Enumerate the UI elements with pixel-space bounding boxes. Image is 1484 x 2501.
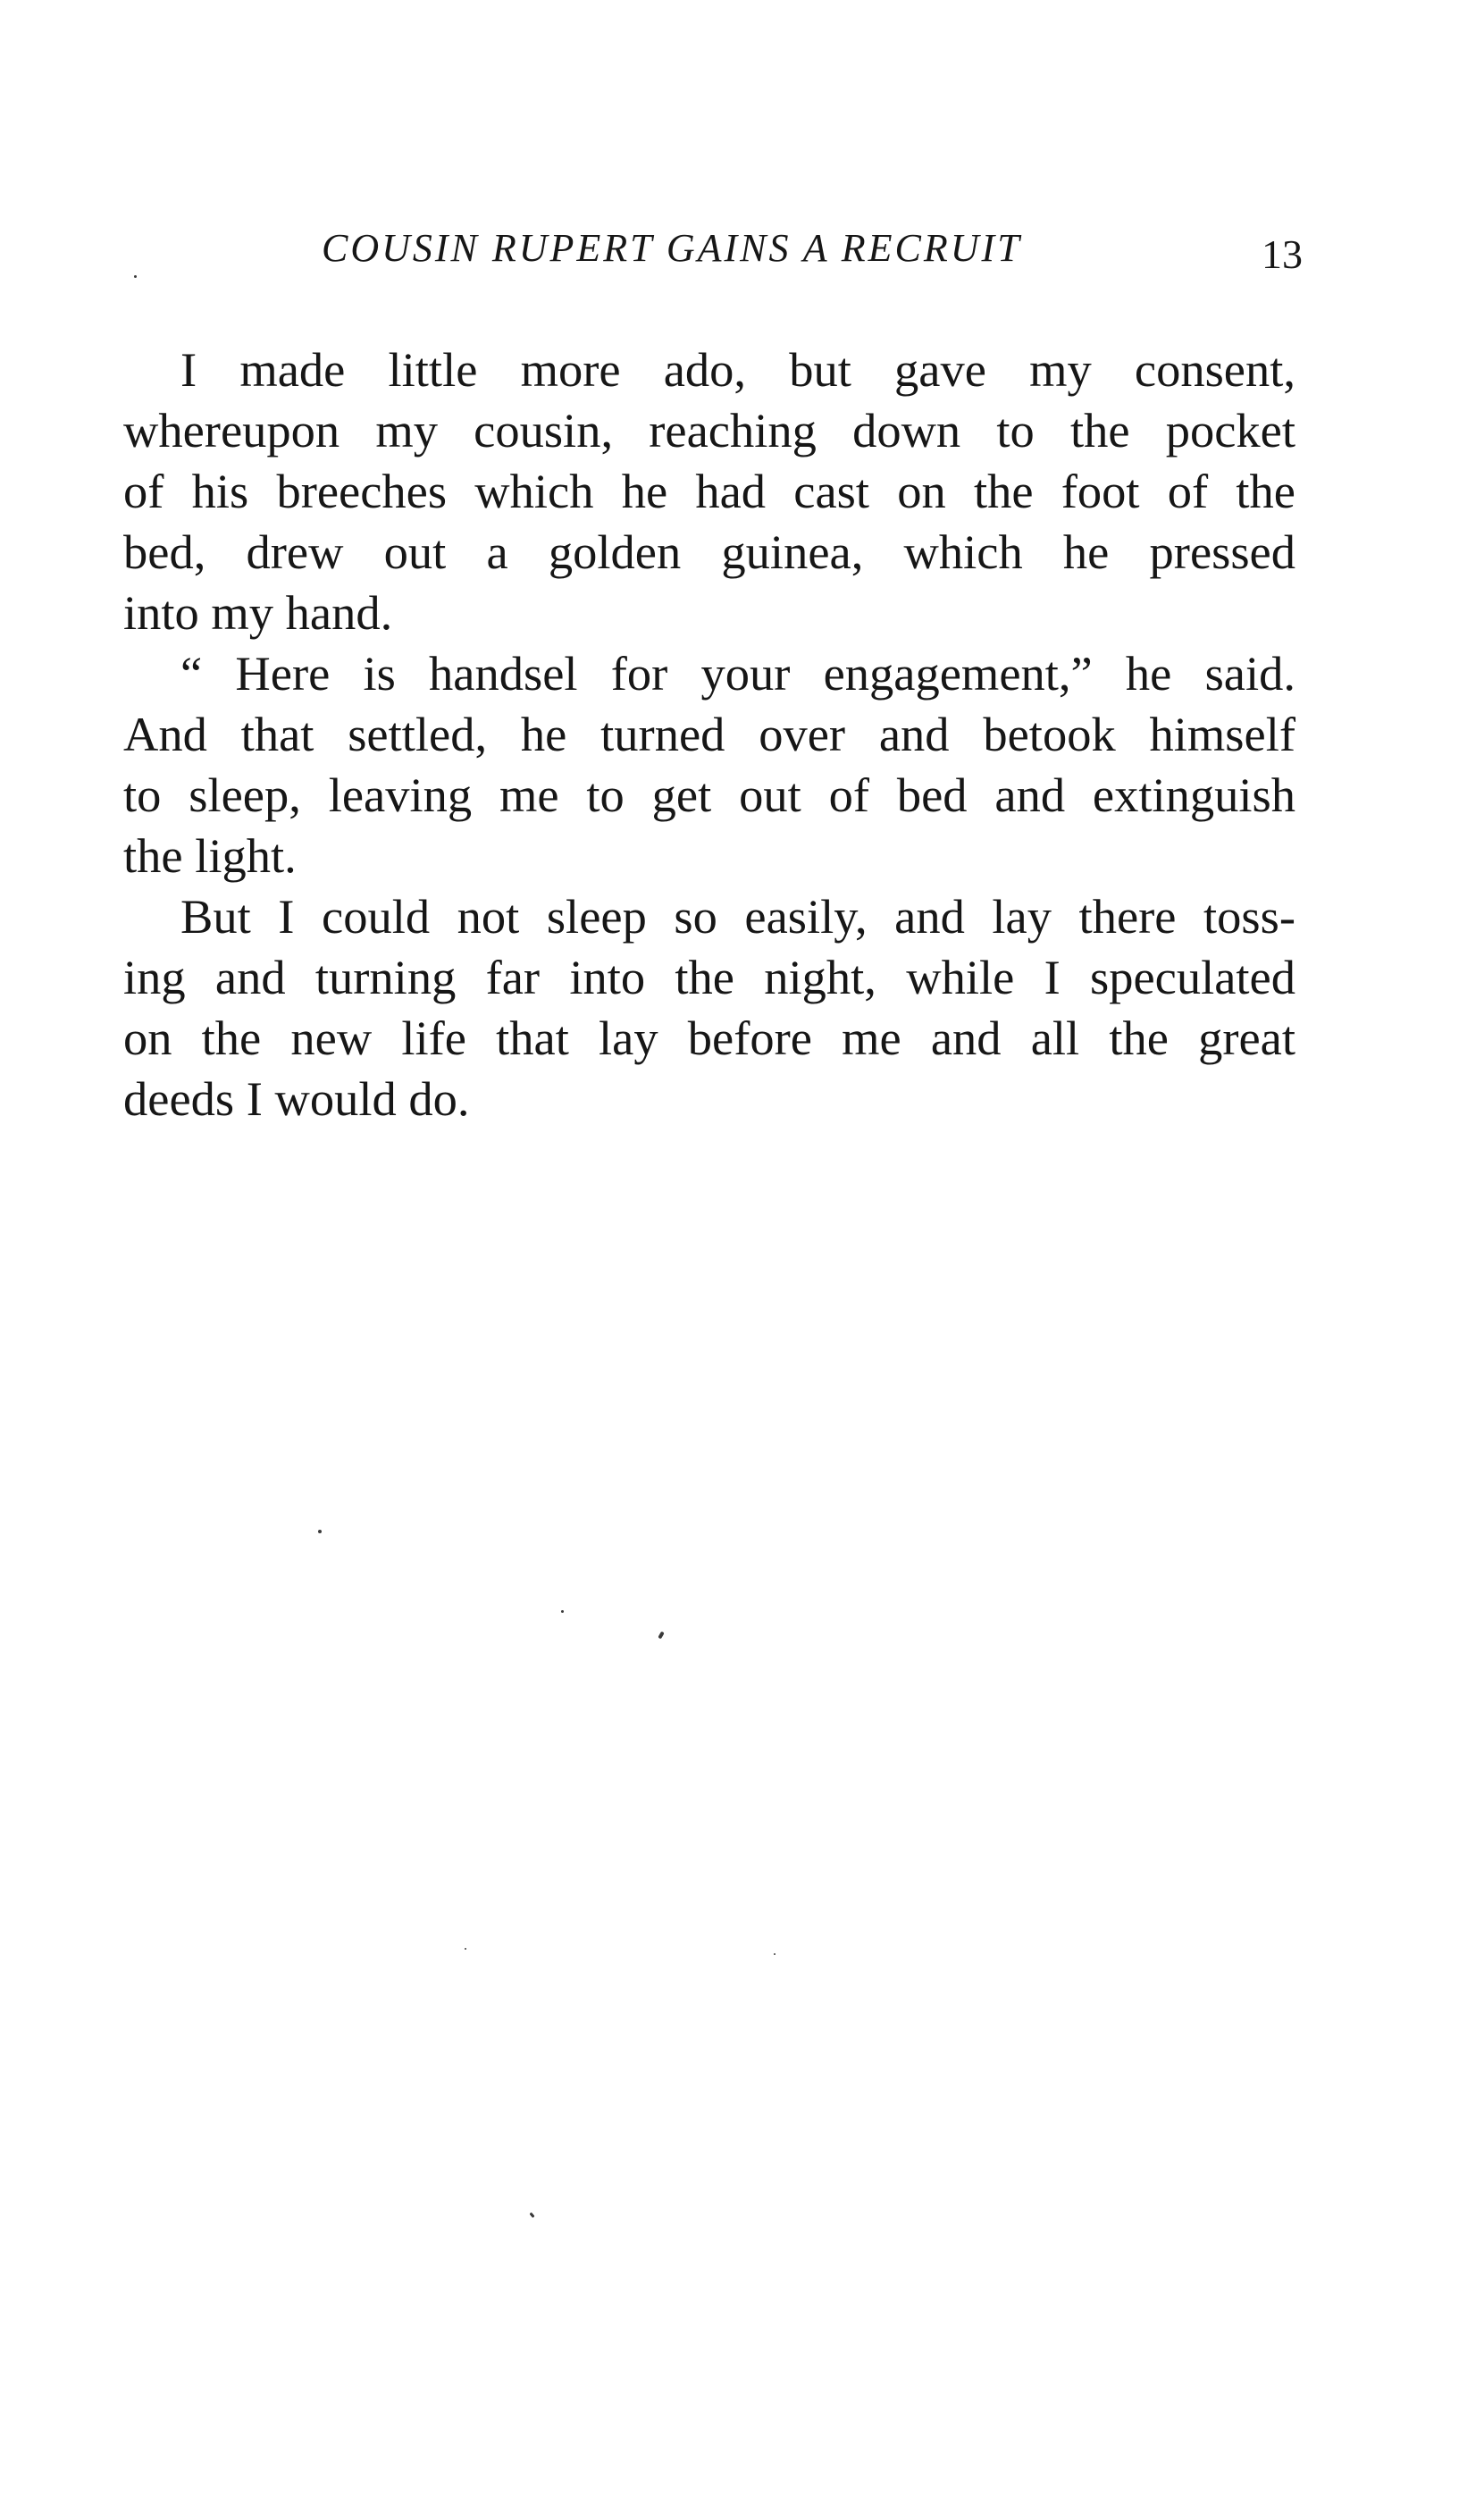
body-text <box>123 340 1295 1129</box>
text-line: bed, drew out a golden guinea, which he pressed <box>123 525 1295 579</box>
text-line: of his breeches which he had cast on the foot of the <box>123 464 1295 518</box>
text-line: to sleep, leaving me to get out of bed and extinguish <box>123 768 1295 822</box>
scan-speck <box>561 1610 564 1613</box>
text-line: the light. <box>123 828 297 883</box>
text-line: ing and turning far into the night, while I speculated <box>123 950 1295 1004</box>
scan-speck <box>318 1530 322 1533</box>
text-line: deeds I would do. <box>123 1071 470 1126</box>
page-header <box>0 225 1484 297</box>
scan-speck <box>658 1632 664 1640</box>
paragraph-1 <box>123 340 1295 643</box>
paragraph-2 <box>123 643 1295 886</box>
scan-speck <box>529 2212 534 2219</box>
scan-speck <box>774 1953 776 1955</box>
text-line: “ Here is handsel for your engagement,” he said. <box>180 646 1295 701</box>
scan-speck <box>465 1948 466 1950</box>
paragraph-3 <box>123 886 1295 1129</box>
page-number: 13 <box>1262 231 1303 277</box>
scan-speck <box>134 275 137 278</box>
text-line: I made little more ado, but gave my consent, <box>180 342 1295 397</box>
text-line: And that settled, he turned over and betook himself <box>123 707 1295 761</box>
text-line: into my hand. <box>123 585 393 640</box>
running-head: COUSIN RUPERT GAINS A RECRUIT <box>322 226 1022 270</box>
text-line: whereupon my cousin, reaching down to the pocket <box>123 403 1295 457</box>
text-line: But I could not sleep so easily, and lay there toss- <box>180 889 1295 944</box>
text-line: on the new life that lay before me and all the great <box>123 1011 1295 1065</box>
